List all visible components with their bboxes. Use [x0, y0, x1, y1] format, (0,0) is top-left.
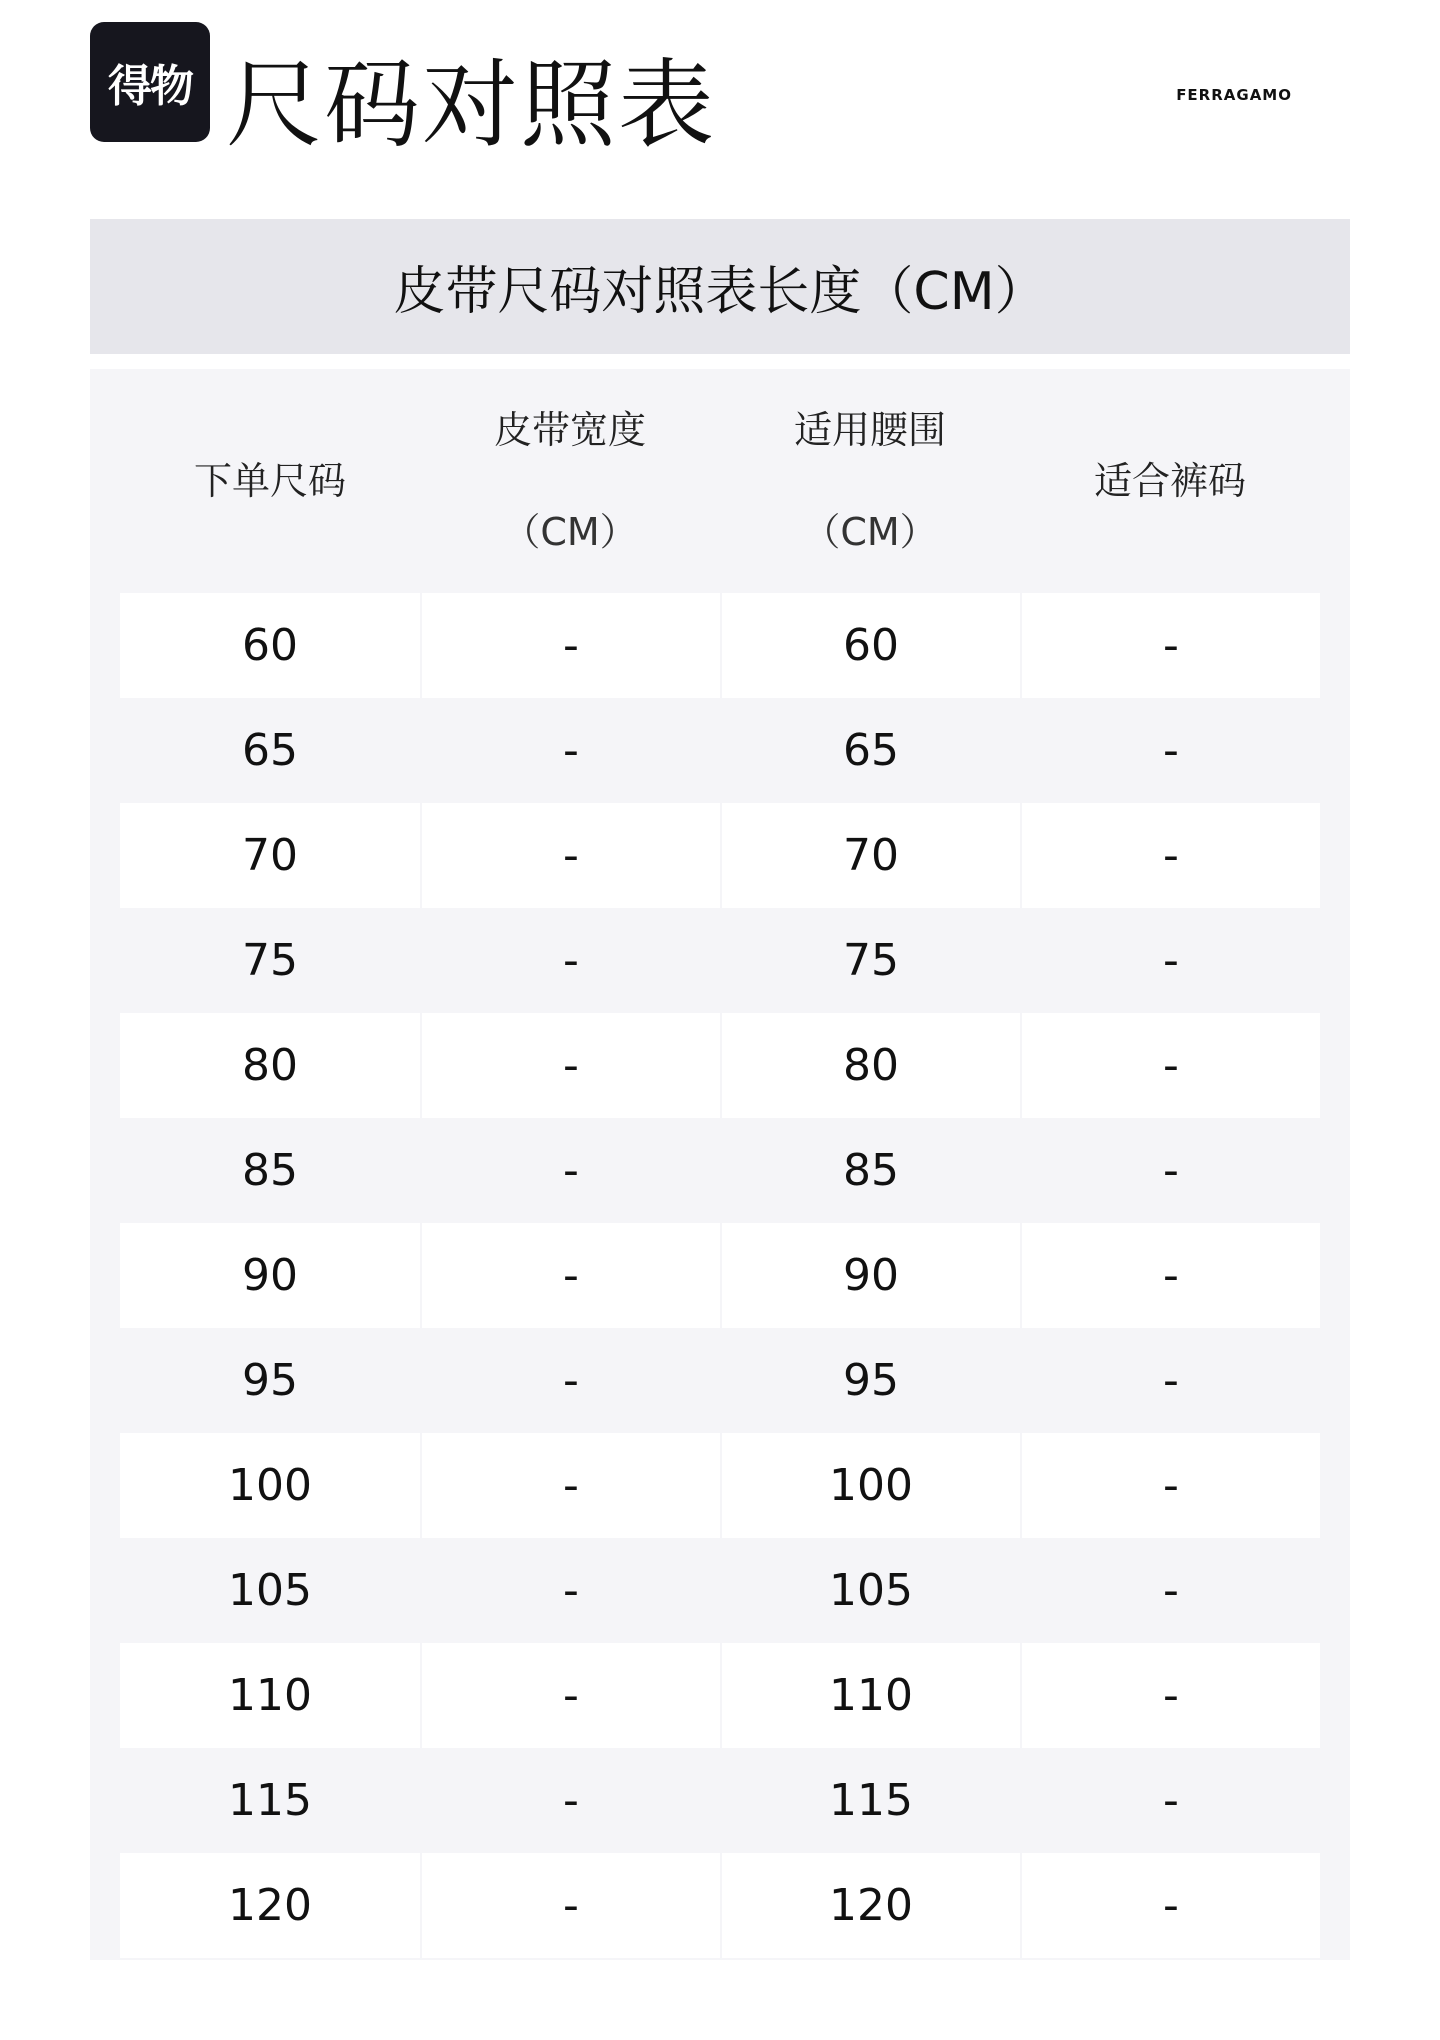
header-order-size	[120, 369, 420, 593]
cell-waist: 115	[720, 1748, 1020, 1853]
header-unit: （CM）	[502, 510, 638, 554]
cell-pants-size: -	[1020, 1013, 1320, 1118]
cell-waist: 75	[720, 908, 1020, 1013]
brand-name: FERRAGAMO	[1176, 86, 1292, 104]
cell-belt-width: -	[420, 1748, 720, 1853]
cell-pants-size: -	[1020, 1538, 1320, 1643]
cell-waist: 90	[720, 1223, 1020, 1328]
size-chart-table	[90, 369, 1350, 1960]
table-row	[120, 1433, 1320, 1538]
cell-order-size: 85	[242, 1145, 298, 1196]
cell-order-size: 60	[242, 620, 298, 671]
cell-belt-width: -	[420, 1643, 720, 1748]
cell-waist: 65	[720, 698, 1020, 803]
cell-belt-width: -	[420, 1118, 720, 1223]
table-row	[120, 593, 1320, 698]
cell-waist: 110	[720, 1643, 1020, 1748]
page-title: 尺码对照表	[226, 49, 716, 161]
cell-belt-width: -	[420, 1538, 720, 1643]
table-row	[120, 1853, 1320, 1958]
header-waist	[720, 369, 1020, 593]
cell-order-size: 90	[242, 1250, 298, 1301]
app-logo	[90, 22, 210, 142]
cell-belt-width: -	[420, 1013, 720, 1118]
cell-waist: 80	[720, 1013, 1020, 1118]
cell-order-size: 110	[228, 1670, 312, 1721]
cell-pants-size: -	[1020, 1748, 1320, 1853]
cell-belt-width: -	[420, 1433, 720, 1538]
table-row	[120, 803, 1320, 908]
header-pants-size	[1020, 369, 1320, 593]
cell-waist: 120	[720, 1853, 1020, 1958]
page-header	[90, 22, 1350, 172]
table-row	[120, 1538, 1320, 1643]
header-label: 适用腰围	[793, 408, 946, 452]
header-unit: （CM）	[802, 510, 938, 554]
cell-belt-width: -	[420, 1853, 720, 1958]
cell-pants-size: -	[1020, 1433, 1320, 1538]
cell-belt-width: -	[420, 593, 720, 698]
header-label: 下单尺码	[193, 459, 346, 503]
cell-pants-size: -	[1020, 908, 1320, 1013]
cell-pants-size: -	[1020, 803, 1320, 908]
cell-belt-width: -	[420, 803, 720, 908]
cell-order-size: 70	[242, 830, 298, 881]
cell-belt-width: -	[420, 908, 720, 1013]
table-row	[120, 1643, 1320, 1748]
app-logo-text: 得物	[108, 61, 192, 112]
table-row	[120, 1748, 1320, 1853]
table-row	[120, 1118, 1320, 1223]
cell-order-size: 80	[242, 1040, 298, 1091]
cell-belt-width: -	[420, 1328, 720, 1433]
cell-pants-size: -	[1020, 593, 1320, 698]
header-label: 皮带宽度	[493, 408, 646, 452]
cell-waist: 100	[720, 1433, 1020, 1538]
cell-order-size: 115	[228, 1775, 312, 1826]
cell-waist: 70	[720, 803, 1020, 908]
table-row	[120, 1328, 1320, 1433]
cell-pants-size: -	[1020, 698, 1320, 803]
cell-pants-size: -	[1020, 1223, 1320, 1328]
cell-order-size: 65	[242, 725, 298, 776]
cell-waist: 85	[720, 1118, 1020, 1223]
cell-pants-size: -	[1020, 1643, 1320, 1748]
table-body	[120, 593, 1320, 1958]
cell-waist: 60	[720, 593, 1020, 698]
cell-order-size: 105	[228, 1565, 312, 1616]
cell-order-size: 120	[228, 1880, 312, 1931]
table-title: 皮带尺码对照表长度（CM）	[393, 262, 1047, 322]
cell-order-size: 100	[228, 1460, 312, 1511]
table-header-row	[120, 369, 1320, 593]
table-row	[120, 698, 1320, 803]
table-row	[120, 1223, 1320, 1328]
cell-order-size: 75	[242, 935, 298, 986]
cell-pants-size: -	[1020, 1853, 1320, 1958]
cell-pants-size: -	[1020, 1328, 1320, 1433]
cell-waist: 105	[720, 1538, 1020, 1643]
table-row	[120, 908, 1320, 1013]
header-belt-width	[420, 369, 720, 593]
table-row	[120, 1013, 1320, 1118]
cell-waist: 95	[720, 1328, 1020, 1433]
cell-order-size: 95	[242, 1355, 298, 1406]
header-label: 适合裤码	[1093, 459, 1246, 503]
cell-pants-size: -	[1020, 1118, 1320, 1223]
cell-belt-width: -	[420, 698, 720, 803]
cell-belt-width: -	[420, 1223, 720, 1328]
table-title-banner	[90, 219, 1350, 354]
